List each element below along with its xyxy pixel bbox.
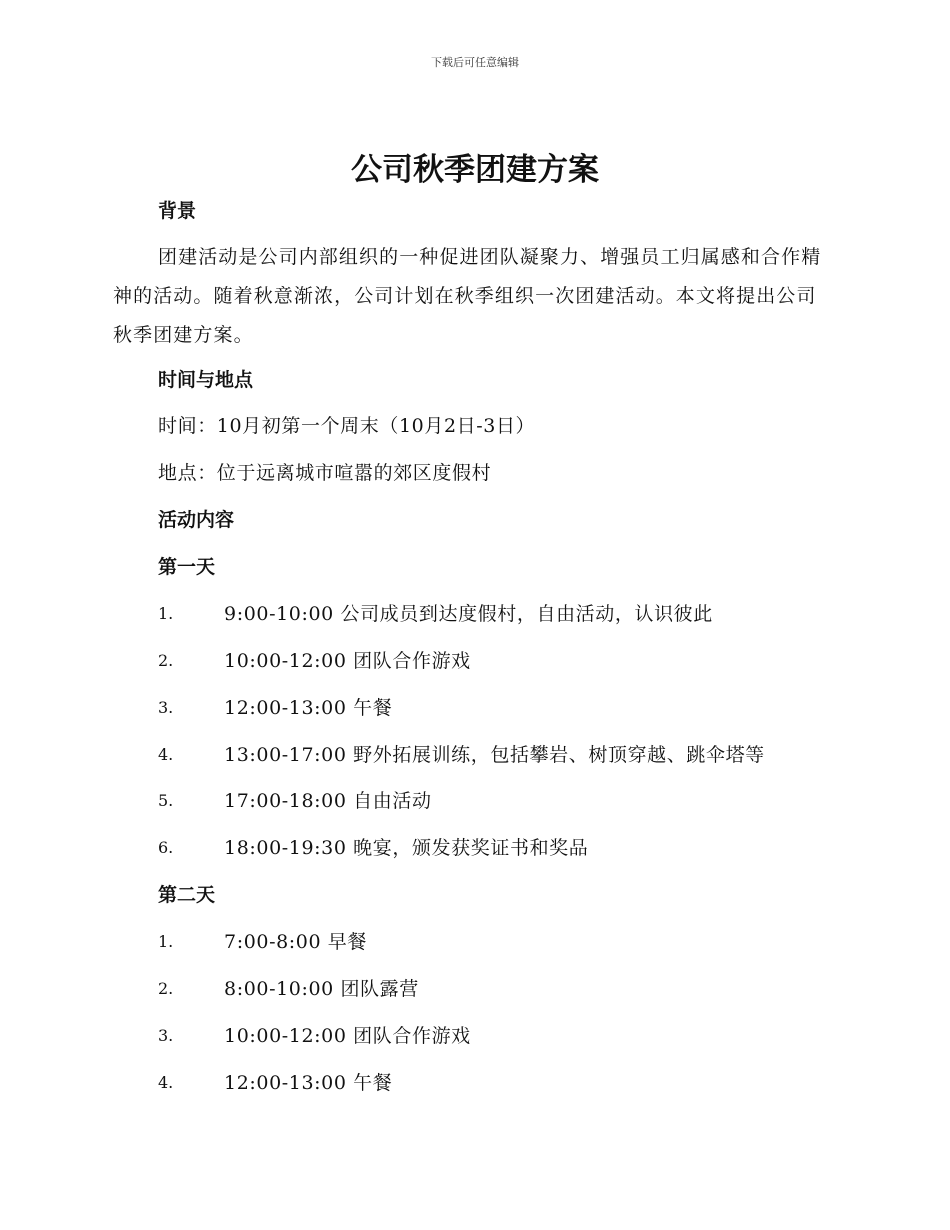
list-item-text: 9:00-10:00 公司成员到达度假村，自由活动，认识彼此 <box>224 603 713 625</box>
list-item-number: 1. <box>158 604 174 623</box>
list-item-text: 17:00-18:00 自由活动 <box>224 790 432 812</box>
heading-activities: 活动内容 <box>158 509 235 531</box>
list-item <box>158 1023 858 1049</box>
list-item <box>158 742 858 768</box>
heading-day-two: 第二天 <box>158 884 216 906</box>
time-line: 时间：10月初第一个周末（10月2日-3日） <box>158 415 536 437</box>
list-item-number: 3. <box>158 698 174 717</box>
list-item-text: 8:00-10:00 团队露营 <box>224 978 419 1000</box>
list-item-text: 10:00-12:00 团队合作游戏 <box>224 1025 471 1047</box>
list-item <box>158 1070 858 1096</box>
list-item <box>158 788 858 814</box>
place-line: 地点：位于远离城市喧嚣的郊区度假村 <box>158 462 492 484</box>
list-item <box>158 601 858 627</box>
list-item-number: 4. <box>158 745 174 764</box>
list-item-number: 5. <box>158 791 174 810</box>
document-title: 公司秋季团建方案 <box>351 152 599 188</box>
background-paragraph: 团建活动是公司内部组织的一种促进团队凝聚力、增强员工归属感和合作精神的活动。随着秋意渐浓，公司计划在秋季组织一次团建活动。本文将提出公司秋季团建方案。 <box>113 246 822 346</box>
list-item-text: 13:00-17:00 野外拓展训练，包括攀岩、树顶穿越、跳伞塔等 <box>224 744 765 766</box>
heading-background: 背景 <box>158 200 197 222</box>
list-item-text: 12:00-13:00 午餐 <box>224 697 393 719</box>
page-header-note: 下载后可任意编辑 <box>431 56 519 69</box>
list-item-text: 12:00-13:00 午餐 <box>224 1072 393 1094</box>
list-item-number: 2. <box>158 979 174 998</box>
list-item-number: 2. <box>158 651 174 670</box>
list-item <box>158 648 858 674</box>
list-item-number: 6. <box>158 838 174 857</box>
list-item-number: 1. <box>158 932 174 951</box>
list-item <box>158 976 858 1002</box>
list-item-text: 18:00-19:30 晚宴，颁发获奖证书和奖品 <box>224 837 589 859</box>
list-item-text: 7:00-8:00 早餐 <box>224 931 367 953</box>
heading-day-one: 第一天 <box>158 556 216 578</box>
list-item <box>158 695 858 721</box>
heading-time-place: 时间与地点 <box>158 369 254 391</box>
list-item <box>158 929 858 955</box>
list-item-number: 4. <box>158 1073 174 1092</box>
list-item-text: 10:00-12:00 团队合作游戏 <box>224 650 471 672</box>
list-item <box>158 835 858 861</box>
list-item-number: 3. <box>158 1026 174 1045</box>
